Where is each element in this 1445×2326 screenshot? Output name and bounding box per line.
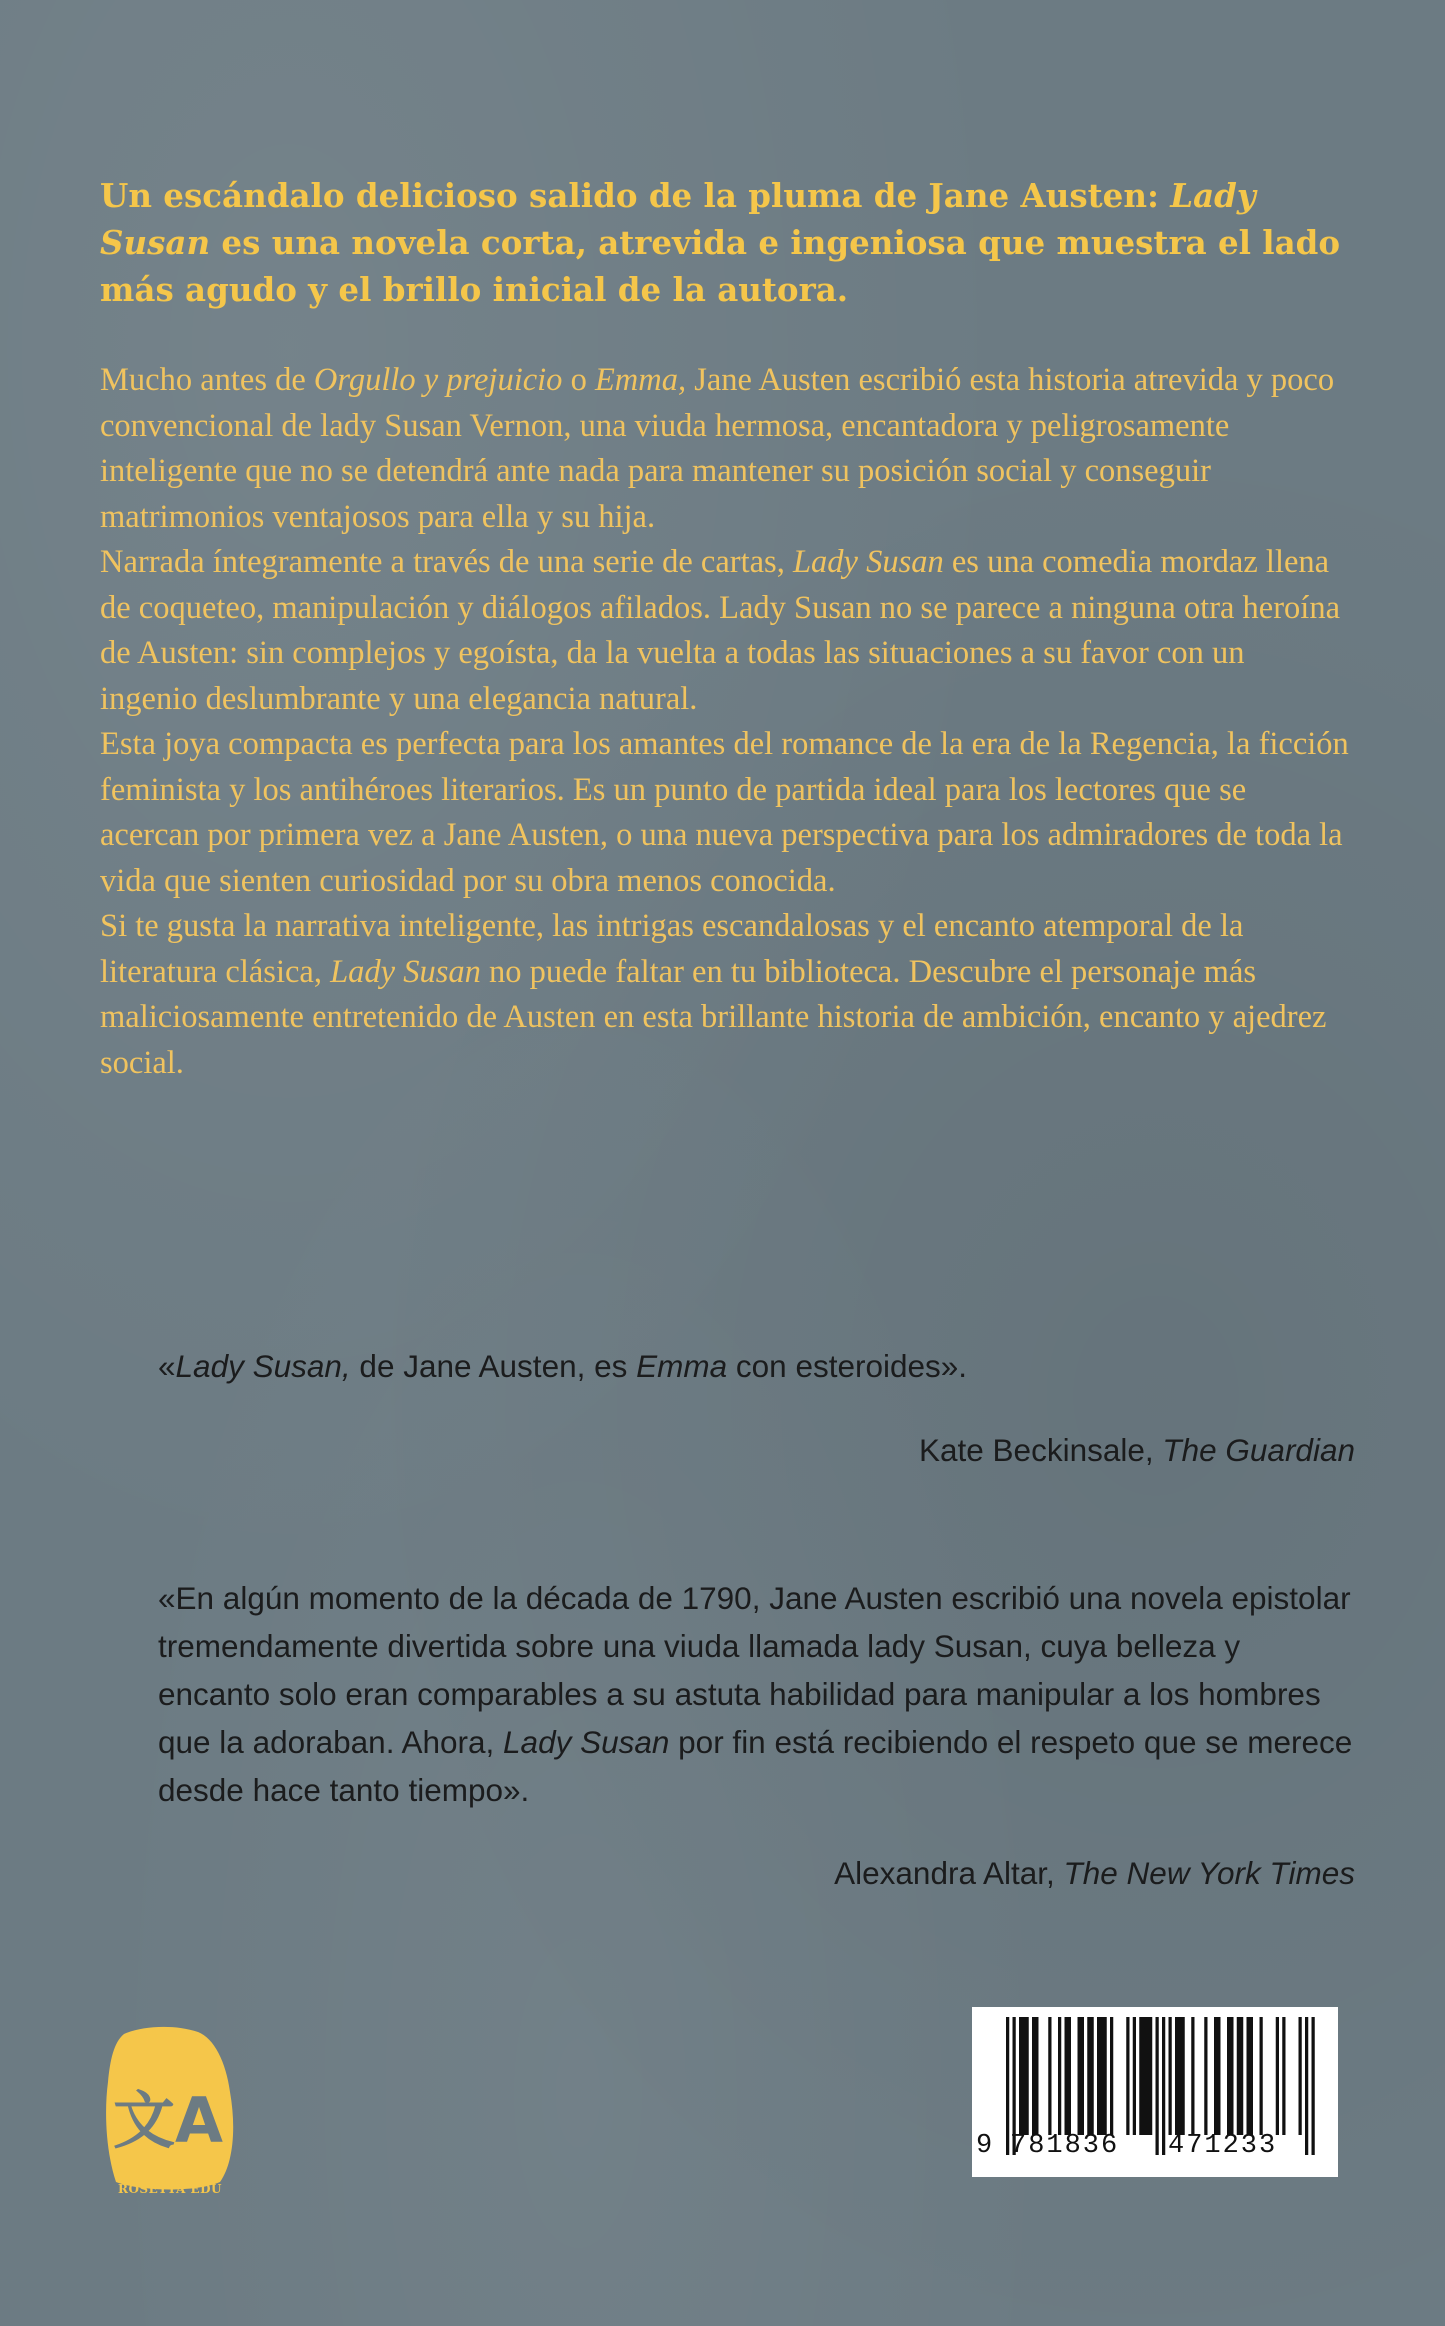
barcode-bar [1032, 2017, 1039, 2135]
barcode-bar [1078, 2017, 1085, 2135]
lead-paragraph: Un escándalo delicioso salido de la pluma de Jane Austen: Lady Susan es una novela corta, atrevida e ingeniosa que muestra el lado más agudo y el brillo inicial de la autora. [100, 176, 1341, 309]
synopsis [100, 358, 1350, 1086]
barcode-bar [1247, 2017, 1254, 2135]
barcode-bar [1204, 2017, 1207, 2135]
publisher-logo [102, 2022, 238, 2192]
barcode-bar [1237, 2017, 1244, 2135]
barcode-bar [1175, 2017, 1185, 2135]
barcode-bar [1191, 2017, 1194, 2135]
synopsis-paragraph-3: Esta joya compacta es perfecta para los amantes del romance de la era de la Regencia, la ficción feminista y los antihéroes literarios. Es un punto de partida ideal para los lectores que se acercan por primera vez a Jane Austen, o una nueva perspectiva para los admiradores de toda la vida que sienten curiosidad por su obra menos conocida. [100, 726, 1349, 899]
barcode-bar [1169, 2017, 1172, 2135]
barcode-bar [1227, 2017, 1234, 2135]
synopsis-paragraph-2: Narrada íntegramente a través de una serie de cartas, Lady Susan es una comedia mordaz llena de coqueteo, manipulación y diálogos afilados. Lady Susan no se parece a ninguna otra heroína de Austen: sin complejos y egoísta, da la vuelta a todas las situaciones a su favor con un ingenio deslumbrante y una elegancia natural. [100, 544, 1341, 717]
barcode-digits-right: 471233 [1168, 2131, 1278, 2161]
barcode-bar [1097, 2017, 1107, 2135]
review-quote-2: «En algún momento de la década de 1790, Jane Austen escribió una novela epistolar tremendamente divertida sobre una viuda llamada lady Susan, cuya belleza y encanto solo eran comparables a su astuta habilidad para manipular a los hombres que la adoraban. Ahora, Lady Susan por fin está recibiendo el respeto que se merece desde hace tanto tiempo». [158, 1580, 1353, 1808]
barcode-digit-first: 9 [976, 2131, 995, 2161]
barcode-bar [1282, 2017, 1285, 2135]
barcode-bar [1126, 2017, 1129, 2135]
barcode-bar [1110, 2017, 1113, 2135]
lead-title: Lady Susan [100, 176, 1256, 262]
barcode-bar [1260, 2017, 1263, 2135]
barcode-bar [1087, 2017, 1094, 2135]
barcode-digits-left: 781836 [1010, 2131, 1120, 2161]
review-attribution-1: Kate Beckinsale, The Guardian [918, 1432, 1355, 1468]
barcode-bar [1214, 2017, 1221, 2135]
barcode-bar [1048, 2017, 1051, 2135]
barcode-bar [1139, 2017, 1152, 2135]
barcode-bar [1276, 2017, 1279, 2135]
barcode-bar [1065, 2017, 1072, 2135]
barcode-bar [1019, 2017, 1029, 2135]
publisher-logo-glyphs: 文A [113, 2084, 223, 2157]
barcode-bar [1058, 2017, 1061, 2135]
isbn-barcode [972, 2007, 1338, 2177]
barcode-bar [1299, 2017, 1302, 2135]
barcode-bar [1133, 2017, 1136, 2135]
review-attribution-2: Alexandra Altar, The New York Times [834, 1855, 1355, 1891]
review-quote-1: «Lady Susan, de Jane Austen, es Emma con esteroides». [158, 1348, 968, 1384]
publisher-name: ROSETTA EDU [117, 2182, 223, 2196]
synopsis-paragraph-4: Si te gusta la narrativa inteligente, las intrigas escandalosas y el encanto atemporal de la literatura clásica, Lady Susan no puede faltar en tu biblioteca. Descubre el personaje más maliciosamente entretenido de Austen en esta brillante historia de ambición, encanto y ajedrez social. [100, 908, 1327, 1081]
synopsis-paragraph-1: Mucho antes de Orgullo y prejuicio o Emma, Jane Austen escribió esta historia atrevida y poco convencional de lady Susan Vernon, una viuda hermosa, encantadora y peligrosamente inteligente que no se detendrá ante nada para mantener su posición social y conseguir matrimonios ventajosos para ella y su hija. [100, 362, 1335, 535]
